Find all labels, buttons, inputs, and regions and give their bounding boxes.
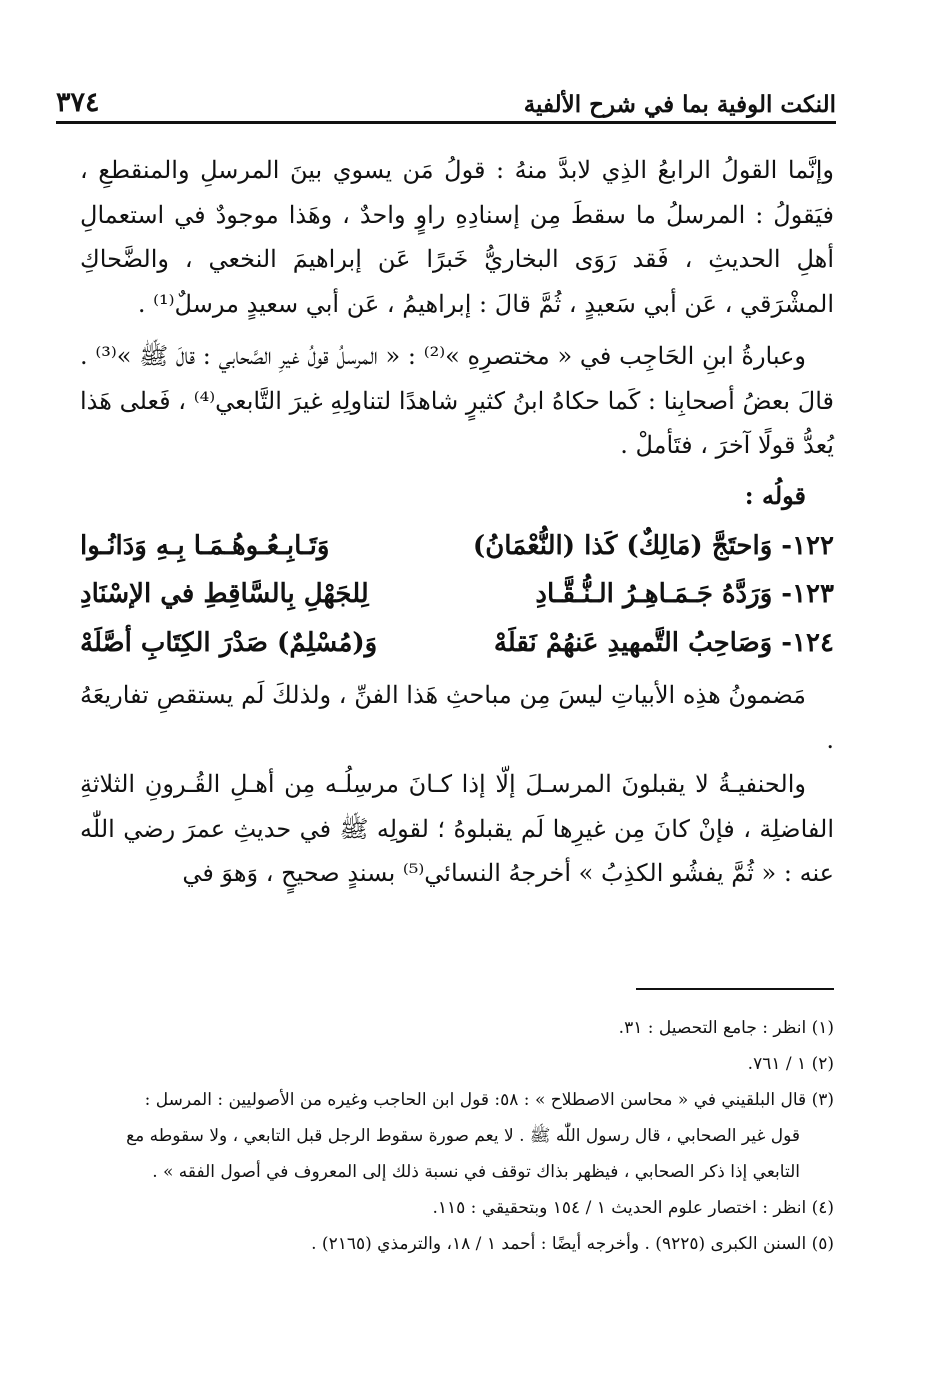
footnote-1: (١) انظر : جامع التحصيل : ٣١.: [618, 1018, 834, 1038]
verse-second-hemistich: وَ(مُسْلِمٌ) صَدْرَ الكِتَابِ أصَّلَهْ: [80, 627, 378, 658]
verse-second-hemistich: لِلجَهْلِ بِالسَّاقِطِ في الإسْنَادِ: [80, 579, 369, 609]
footnote-2: (٢) ١ / ٧٦١.: [747, 1054, 834, 1074]
verse-124: [80, 619, 834, 668]
footnote-3: (٣) قال البلقيني في « محاسن الاصطلاح » : ٥٨: قول ابن الحاجب وغيره من الأصوليين : المرسل :: [144, 1090, 834, 1110]
paragraph-3: مَضمونُ هذِه الأبياتِ ليسَ مِن مباحثِ هَذا الفنِّ ، ولذلكَ لَم يستقصِ تفاريعَهُ .: [80, 681, 834, 754]
footnote-rule: [636, 988, 834, 990]
footnotes: [80, 1010, 834, 1262]
footnote-5: (٥) السنن الكبرى (٩٢٢٥) . وأخرجه أيضًا : أحمد ١ / ١٨، والترمذي (٢١٦٥) .: [311, 1234, 834, 1254]
verse-122: [80, 522, 834, 571]
verse-first-hemistich: ١٢٣- وَرَدَّهُ جَـمَـاهِـرُ الـنُّـقَّـادِ: [535, 579, 834, 609]
header-rule: [56, 121, 836, 124]
paragraph-4: والحنفيـةُ لا يقبلونَ المرسـلَ إلّا إذا كـانَ مرسِلُـه مِن أهـلِ القُـرونِ الثلاثةِ الفاضلِة ، فإنْ كانَ مِن غيرِها لَم يقبلوهُ ؛ لقولِه ﷺ في حديثِ عمرَ رضي اللّٰه عنه : « ثُمَّ يفشُو الكذِبُ » أخرجهُ النسائي⁽⁵⁾ بسندٍ صحيحٍ ، وَهوَ في: [80, 770, 834, 887]
verse-second-hemistich: وَتَـابِـعُـوهُـمَـا بِـهِ وَدَانُـوا: [80, 530, 330, 561]
verse-123: [80, 570, 834, 619]
section-label: قولُه :: [744, 480, 806, 510]
running-title: النكت الوفية بما في شرح الألفية: [523, 91, 836, 118]
footnote-3-line-3: التابعي إذا ذكر الصحابي ، فيظهر بذاك توقف في نسبة ذلك إلى المعروف في أصول الفقه » .: [152, 1162, 800, 1182]
footnote-4: (٤) انظر : اختصار علوم الحديث ١ / ١٥٤ وبتحقيقي : ١١٥.: [432, 1198, 834, 1218]
verse-first-hemistich: ١٢٤- وَصَاحِبُ التَّمهيدِ عَنهُمْ نَقلَهْ: [493, 627, 834, 658]
page-header: [56, 70, 836, 118]
page-number: ٣٧٤: [56, 87, 100, 118]
main-text: [80, 148, 834, 896]
footnote-3-line-2: قول غير الصحابي ، قال رسول اللّٰه ﷺ . لا يعم صورة سقوط الرجل قبل التابعي ، ولا سقوطه مع: [126, 1126, 800, 1146]
verse-first-hemistich: ١٢٢- وَاحتَجَّ (مَالِكٌ) كَذا (النُّعْمَانُ): [472, 530, 834, 561]
paragraph-2: وعبارةُ ابنِ الحَاجِب في « مختصرِهِ »⁽²⁾ : « المرسلُ قولُ غيرِ الصَّحابي : قالَ ﷺ »⁽³⁾ . قالَ بعضُ أصحابِنا : كَما حكاهُ ابنُ كثيرٍ شاهدًا لتناولِهِ غيرَ التَّابعي⁽⁴⁾ ، فَعلى هَذا يُعدُّ قولًا آخرَ ، فتَأملْ .: [80, 342, 835, 459]
paragraph-1: وإنَّما القولُ الرابعُ الذِي لابدَّ منهُ : قولُ مَن يسوي بينَ المرسلِ والمنقطعِ ، فيَقولُ : المرسلُ ما سقطَ مِن إسنادِهِ راوٍ واحدٌ ، وهَذا موجودٌ في استعمالِ أهلِ الحديثِ ، فَقد رَوَى البخاريُّ خَبرًا عَن إبراهيمَ النخعي ، والضَّحاكِ المشْرَقي ، عَن أبي سَعيدٍ ، ثُمَّ قالَ : إبراهيمُ ، عَن أبي سعيدٍ مرسلٌ⁽¹⁾ .: [80, 156, 834, 318]
poem-verses: [80, 522, 834, 668]
